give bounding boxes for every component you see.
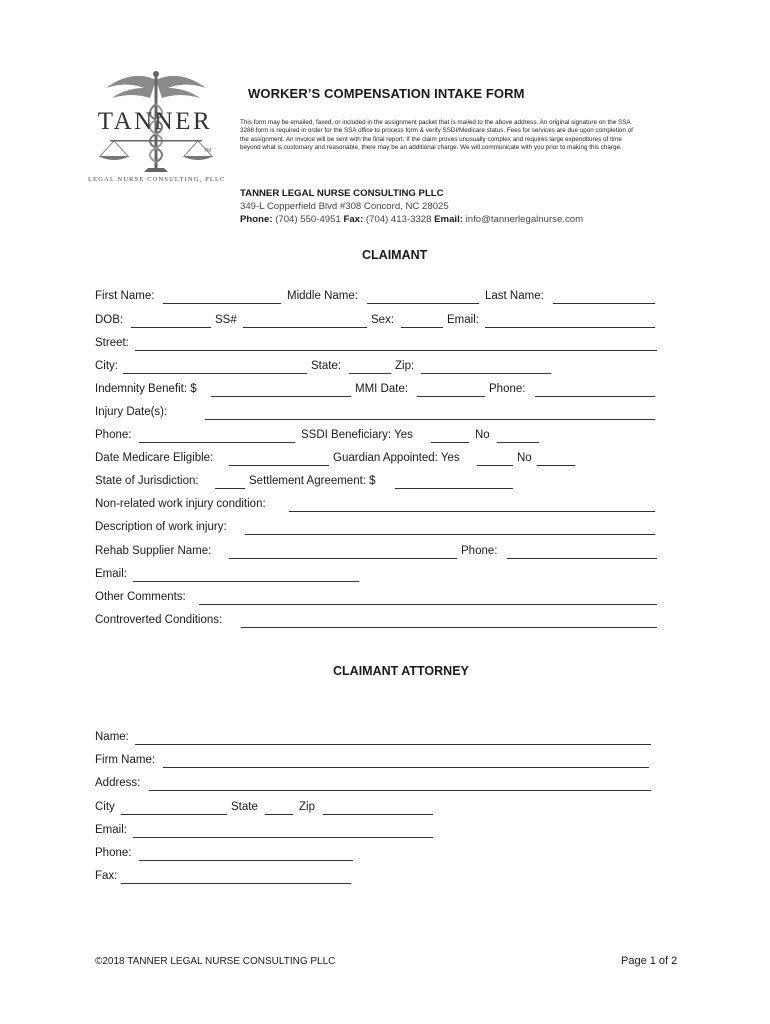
sex-label: Sex: <box>371 314 395 326</box>
non-related-field[interactable] <box>289 498 655 512</box>
footer-copyright: ©2018 TANNER LEGAL NURSE CONSULTING PLLC <box>95 956 336 967</box>
company-phone: (704) 550-4951 <box>275 214 341 225</box>
attorney-heading: CLAIMANT ATTORNEY <box>333 664 469 678</box>
ss-field[interactable] <box>243 314 367 328</box>
middle-name-field[interactable] <box>367 290 479 304</box>
rehab-field[interactable] <box>229 545 457 559</box>
description-label: Description of work injury: <box>95 521 227 533</box>
first-name-field[interactable] <box>163 290 281 304</box>
middle-name-label: Middle Name: <box>287 290 358 302</box>
injury-dates-label: Injury Date(s): <box>95 406 168 418</box>
phone-label: Phone: <box>489 383 526 395</box>
mmi-label: MMI Date: <box>355 383 409 395</box>
street-field[interactable] <box>135 337 657 351</box>
email-label: Email: <box>447 314 479 326</box>
rehab-phone-field[interactable] <box>507 545 657 559</box>
ssdi-label: SSDI Beneficiary: Yes <box>301 429 413 441</box>
dob-label: DOB: <box>95 314 124 326</box>
guardian-label: Guardian Appointed: Yes <box>333 452 460 464</box>
attorney-city-field[interactable] <box>121 801 227 815</box>
attorney-name-label: Name: <box>95 731 129 743</box>
guardian-no-field[interactable] <box>537 452 575 466</box>
medicare-field[interactable] <box>229 452 329 466</box>
logo-subtitle: LEGAL NURSE CONSULTING, PLLC <box>88 176 226 183</box>
ssdi-no-label: No <box>475 429 490 441</box>
other-comments-field[interactable] <box>199 591 657 605</box>
email-label: Email: <box>434 214 463 225</box>
attorney-address-label: Address: <box>95 777 141 789</box>
first-name-label: First Name: <box>95 290 155 302</box>
guardian-no-label: No <box>517 452 532 464</box>
company-contact <box>240 213 583 226</box>
settlement-field[interactable] <box>395 475 513 489</box>
city-label: City: <box>95 360 118 372</box>
ss-label: SS# <box>215 314 237 326</box>
claimant-heading: CLAIMANT <box>362 248 428 262</box>
last-name-field[interactable] <box>553 290 655 304</box>
form-title: WORKER’S COMPENSATION INTAKE FORM <box>248 86 525 101</box>
attorney-zip-label: Zip <box>299 801 315 813</box>
city-field[interactable] <box>123 360 307 374</box>
fax-label: Fax: <box>343 214 364 225</box>
attorney-state-field[interactable] <box>265 801 293 815</box>
attorney-fax-field[interactable] <box>121 870 351 884</box>
email2-field[interactable] <box>133 568 359 582</box>
indemnity-field[interactable] <box>211 383 351 397</box>
ssdi-no-field[interactable] <box>497 429 539 443</box>
ssdi-yes-field[interactable] <box>431 429 469 443</box>
form-notice: This form may be emailed, faxed, or included in the assignment packet that is mailed to the above address. An original signature on the SSA 3288 form is required in order for the SSA office to process form & verify SSDI/Medicare status. Fees for services are due upon completion of the assignment. An invoice will be sent with the final report. If the claim proves unusually complex and requires large expenditures of time beyond what is customary and reasonable, there may be an additional charge. We will communicate with you prior to making this charge. <box>240 119 633 152</box>
attorney-phone-label: Phone: <box>95 847 132 859</box>
dob-field[interactable] <box>131 314 211 328</box>
firm-name-label: Firm Name: <box>95 754 156 766</box>
logo-trademark: TM <box>204 148 212 154</box>
page-number: Page 1 of 2 <box>621 955 678 967</box>
zip-field[interactable] <box>421 360 551 374</box>
company-email: info@tannerlegalnurse.com <box>465 214 584 225</box>
phone2-field[interactable] <box>139 429 295 443</box>
phone-field[interactable] <box>535 383 655 397</box>
company-block <box>240 187 583 226</box>
phone-label: Phone: <box>240 214 273 225</box>
email-field[interactable] <box>485 314 655 328</box>
rehab-label: Rehab Supplier Name: <box>95 545 212 557</box>
settlement-label: Settlement Agreement: $ <box>249 475 376 487</box>
controverted-field[interactable] <box>241 614 657 628</box>
medicare-label: Date Medicare Eligible: <box>95 452 214 464</box>
jurisdiction-label: State of Jurisdiction: <box>95 475 199 487</box>
company-fax: (704) 413-3328 <box>365 214 432 225</box>
mmi-field[interactable] <box>417 383 485 397</box>
description-field[interactable] <box>245 521 655 535</box>
company-name: TANNER LEGAL NURSE CONSULTING PLLC <box>240 188 444 199</box>
rehab-phone-label: Phone: <box>461 545 498 557</box>
guardian-yes-field[interactable] <box>477 452 513 466</box>
attorney-fax-label: Fax: <box>95 870 118 882</box>
attorney-city-label: City <box>95 801 115 813</box>
attorney-address-field[interactable] <box>149 777 651 791</box>
attorney-name-field[interactable] <box>135 731 651 745</box>
street-label: Street: <box>95 337 129 349</box>
sex-field[interactable] <box>401 314 443 328</box>
attorney-email-label: Email: <box>95 824 127 836</box>
email2-label: Email: <box>95 568 127 580</box>
attorney-zip-field[interactable] <box>323 801 433 815</box>
zip-label: Zip: <box>395 360 415 372</box>
controverted-label: Controverted Conditions: <box>95 614 223 626</box>
state-field[interactable] <box>349 360 391 374</box>
attorney-email-field[interactable] <box>133 824 433 838</box>
company-address: 349-L Copperfield Blvd #308 Concord, NC 28025 <box>240 201 449 212</box>
indemnity-label: Indemnity Benefit: $ <box>95 383 197 395</box>
firm-name-field[interactable] <box>163 754 649 768</box>
non-related-label: Non-related work injury condition: <box>95 498 266 510</box>
company-logo <box>88 68 224 188</box>
attorney-state-label: State <box>231 801 258 813</box>
phone2-label: Phone: <box>95 429 132 441</box>
logo-wordmark: TANNER <box>97 108 213 135</box>
other-comments-label: Other Comments: <box>95 591 186 603</box>
last-name-label: Last Name: <box>485 290 544 302</box>
state-label: State: <box>311 360 342 372</box>
attorney-phone-field[interactable] <box>139 847 353 861</box>
jurisdiction-field[interactable] <box>215 475 245 489</box>
injury-dates-field[interactable] <box>205 406 655 420</box>
